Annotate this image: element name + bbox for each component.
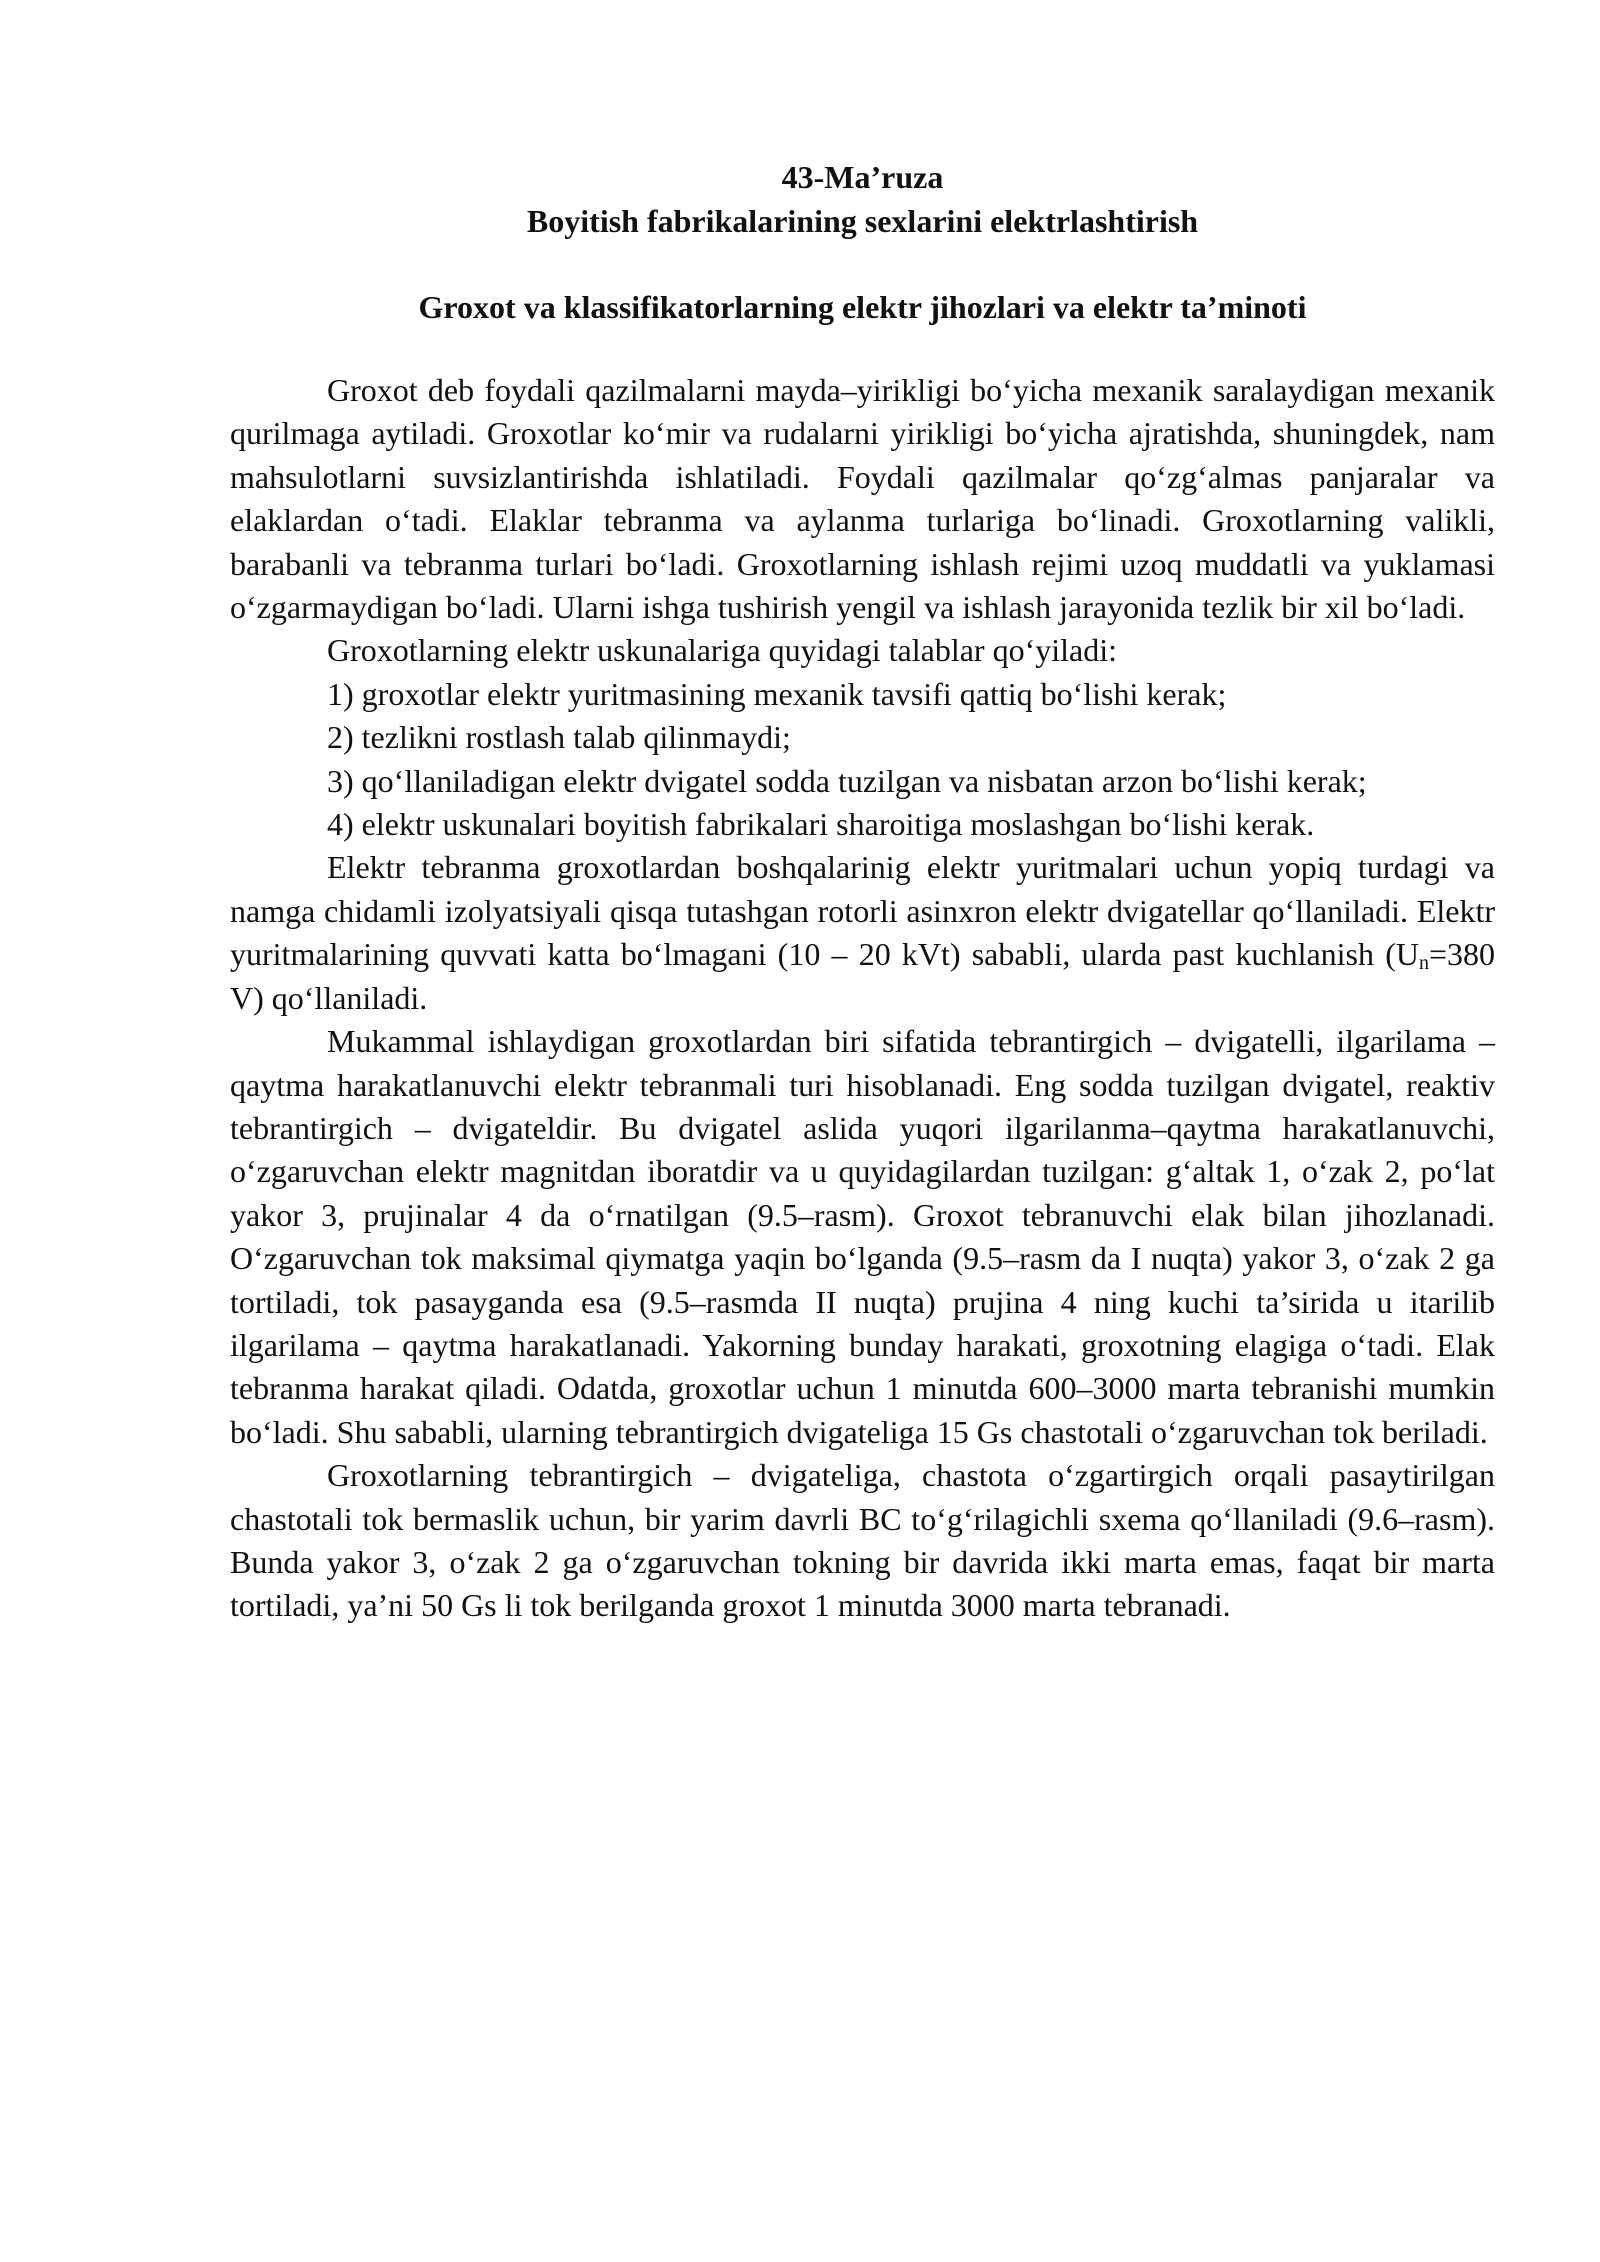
paragraph-requirements-intro: Groxotlarning elektr uskunalariga quyidagi talablar qo‘yiladi: xyxy=(327,632,1117,669)
lecture-number: 43-Ma’ruza xyxy=(781,159,944,195)
requirement-item-1: 1) groxotlar elektr yuritmasining mexanik tavsifi qattiq bo‘lishi kerak; xyxy=(327,675,1227,712)
paragraph-electric-drives-text-end: =380 V) qo‘llaniladi. xyxy=(230,936,1495,1016)
lecture-topic: Boyitish fabrikalarining sexlarini elektrlashtirish xyxy=(526,203,1199,239)
paragraph-definition: Groxot deb foydali qazilmalarni mayda–yirikligi bo‘yicha mexanik saralaydigan mexanik qurilmaga aytiladi. Groxotlar ko‘mir va rudalarni yirikligi bo‘yicha ajratishda, shuningdek, nam mahsulotlarni suvsizlantirishda ishlatiladi. Foydali qazilmalar qo‘zg‘almas panjaralar va elaklardan o‘tadi. Elaklar tebranma va aylanma turlariga bo‘linadi. Groxotlarning valikli, barabanli va tebranma turlari bo‘ladi. Groxotlarning ishlash rejimi uzoq muddatli va yuklamasi o‘zgarmaydigan bo‘ladi. Ularni ishga tushirish yengil va ishlash jarayonida tezlik bir xil bo‘ladi. xyxy=(230,372,1495,626)
requirement-item-3: 3) qo‘llaniladigan elektr dvigatel sodda tuzilgan va nisbatan arzon bo‘lishi kerak; xyxy=(327,762,1367,799)
paragraph-electric-drives-text: Elektr tebranma groxotlardan boshqalarinig elektr yuritmalari uchun yopiq turdagi va namga chidamli izolyatsiyali qisqa tutashgan rotorli asinxron elektr dvigatellar qo‘llaniladi. Elektr yuritmalarining quvvati katta bo‘lmagani (10 – 20 kVt) sababli, ularda past kuchlanish (U xyxy=(230,849,1495,973)
document-page xyxy=(230,155,1495,1628)
paragraph-vibration-motor: Mukammal ishlaydigan groxotlardan biri sifatida tebrantirgich – dvigatelli, ilgarilama – qaytma harakatlanuvchi elektr tebranmali turi hisoblanadi. Eng sodda tuzilgan dvigatel, reaktiv tebrantirgich – dvigateldir. Bu dvigatel aslida yuqori ilgarilanma–qaytma harakatlanuvchi, o‘zgaruvchan elektr magnitdan iboratdir va u quyidagilardan tuzilgan: g‘altak 1, o‘zak 2, po‘lat yakor 3, prujinalar 4 da o‘rnatilgan (9.5–rasm). Groxot tebranuvchi elak bilan jihozlanadi. O‘zgaruvchan tok maksimal qiymatga yaqin bo‘lganda (9.5–rasm da I nuqta) yakor 3, o‘zak 2 ga tortiladi, tok pasayganda esa (9.5–rasmda II nuqta) prujina 4 ning kuchi ta’sirida u itarilib ilgarilama – qaytma harakatlanadi. Yakorning bunday harakati, groxotning elagiga o‘tadi. Elak tebranma harakat qiladi. Odatda, groxotlar uchun 1 minutda 600–3000 marta tebranishi mumkin bo‘ladi. Shu sababli, ularning tebrantirgich dvigateliga 15 Gs chastotali o‘zgaruvchan tok beriladi. xyxy=(230,1023,1495,1450)
requirement-item-2: 2) tezlikni rostlash talab qilinmaydi; xyxy=(327,719,791,756)
section-title: Groxot va klassifikatorlarning elektr jihozlari va elektr ta’minoti xyxy=(418,289,1307,325)
voltage-subscript: n xyxy=(1418,952,1429,975)
paragraph-rectifier-scheme: Groxotlarning tebrantirgich – dvigateliga, chastota o‘zgartirgich orqali pasaytirilgan chastotali tok bermaslik uchun, bir yarim davrli BC to‘g‘rilagichli sxema qo‘llaniladi (9.6–rasm). Bunda yakor 3, o‘zak 2 ga o‘zgaruvchan tokning bir davrida ikki marta emas, faqat bir marta tortiladi, ya’ni 50 Gs li tok berilganda groxot 1 minutda 3000 marta tebranadi. xyxy=(230,1457,1495,1624)
paragraph-electric-drives xyxy=(230,846,1495,1020)
requirement-item-4: 4) elektr uskunalari boyitish fabrikalari sharoitiga moslashgan bo‘lishi kerak. xyxy=(327,806,1315,843)
